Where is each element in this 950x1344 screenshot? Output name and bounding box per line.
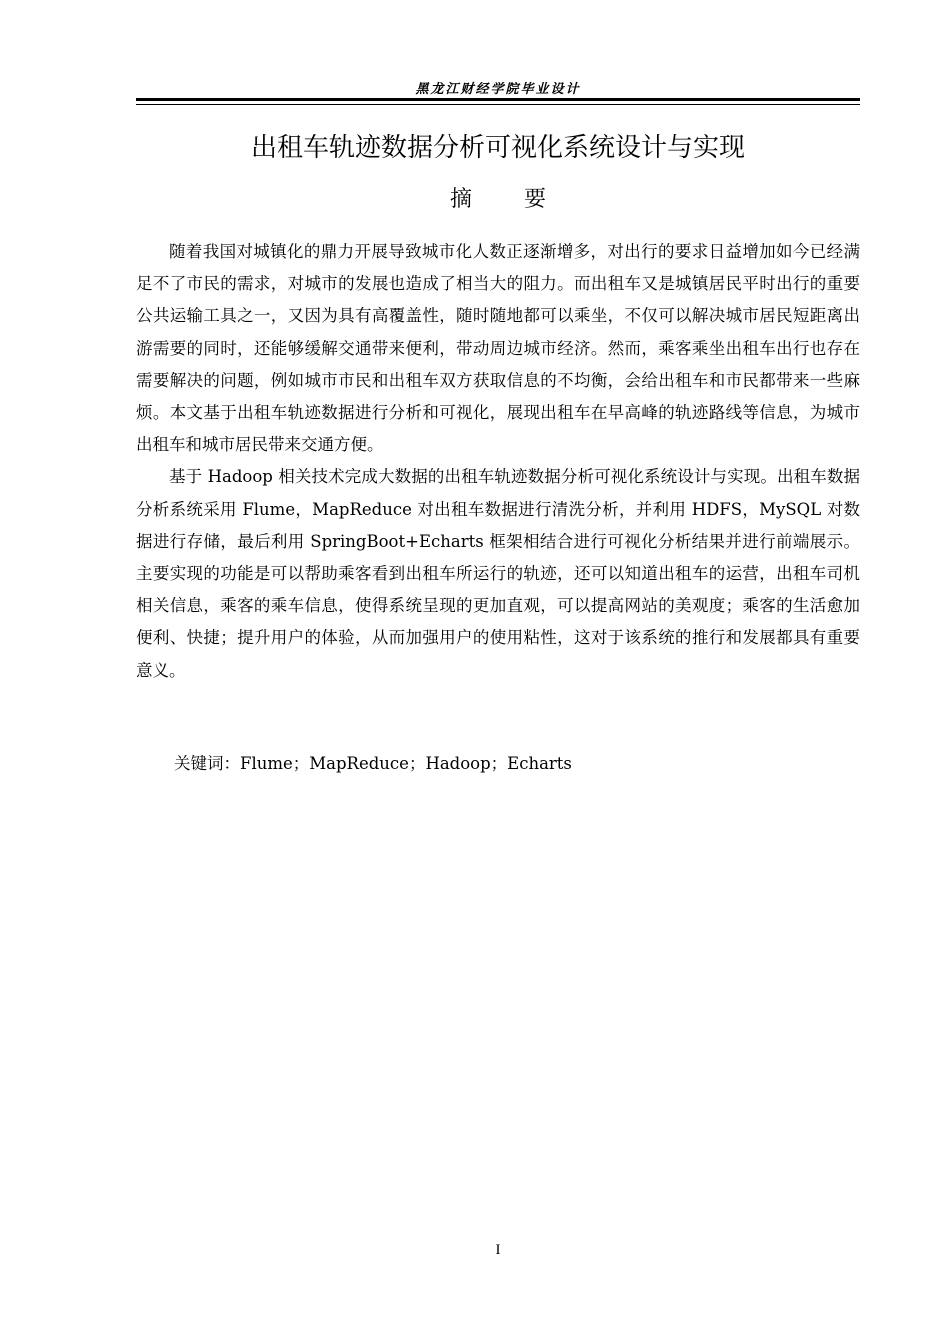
abstract-paragraph-1: 随着我国对城镇化的鼎力开展导致城市化人数正逐渐增多，对出行的要求日益增加如今已经满足不了市民的需求，对城市的发展也造成了相当大的阻力。而出租车又是城镇居民平时出行的重要公共运输工具之一，又因为具有高覆盖性，随时随地都可以乘坐，不仅可以解决城市居民短距离出游需要的同时，还能够缓解交通带来便利，带动周边城市经济。然而，乘客乘坐出租车出行也存在需要解决的问题，例如城市市民和出租车双方获取信息的不均衡，会给出租车和市民都带来一些麻烦。本文基于出租车轨迹数据进行分析和可视化，展现出租车在早高峰的轨迹路线等信息，为城市出租车和城市居民带来交通方便。: [136, 242, 860, 455]
page-number: I: [495, 1242, 501, 1258]
abstract-heading: [136, 182, 860, 218]
running-header: 黑龙江财经学院毕业设计: [415, 82, 581, 97]
abstract-body: [136, 236, 860, 687]
keywords-line: [174, 748, 860, 780]
abstract-heading-char-1: 摘: [449, 187, 472, 212]
document-title: 出租车轨迹数据分析可视化系统设计与实现: [250, 133, 745, 163]
keywords-label: 关键词：: [174, 754, 240, 773]
header-rule-thick: [136, 98, 860, 101]
header-rule-thin: [136, 104, 860, 105]
keywords-value: Flume；MapReduce；Hadoop；Echarts: [240, 754, 572, 773]
abstract-heading-char-2: 要: [524, 187, 547, 212]
abstract-paragraph-2: 基于 Hadoop 相关技术完成大数据的出租车轨迹数据分析可视化系统设计与实现。出租车数据分析系统采用 Flume，MapReduce 对出租车数据进行清洗分析，并利用 HDFS，MySQL 对数据进行存储，最后利用 SpringBoot+Echarts 框架相结合进行可视化分析结果并进行前端展示。主要实现的功能是可以帮助乘客看到出租车所运行的轨迹，还可以知道出租车的运营，出租车司机相关信息，乘客的乘车信息，使得系统呈现的更加直观，可以提高网站的美观度；乘客的生活愈加便利、快捷；提升用户的体验，从而加强用户的使用粘性，这对于该系统的推行和发展都具有重要意义。: [136, 467, 860, 680]
